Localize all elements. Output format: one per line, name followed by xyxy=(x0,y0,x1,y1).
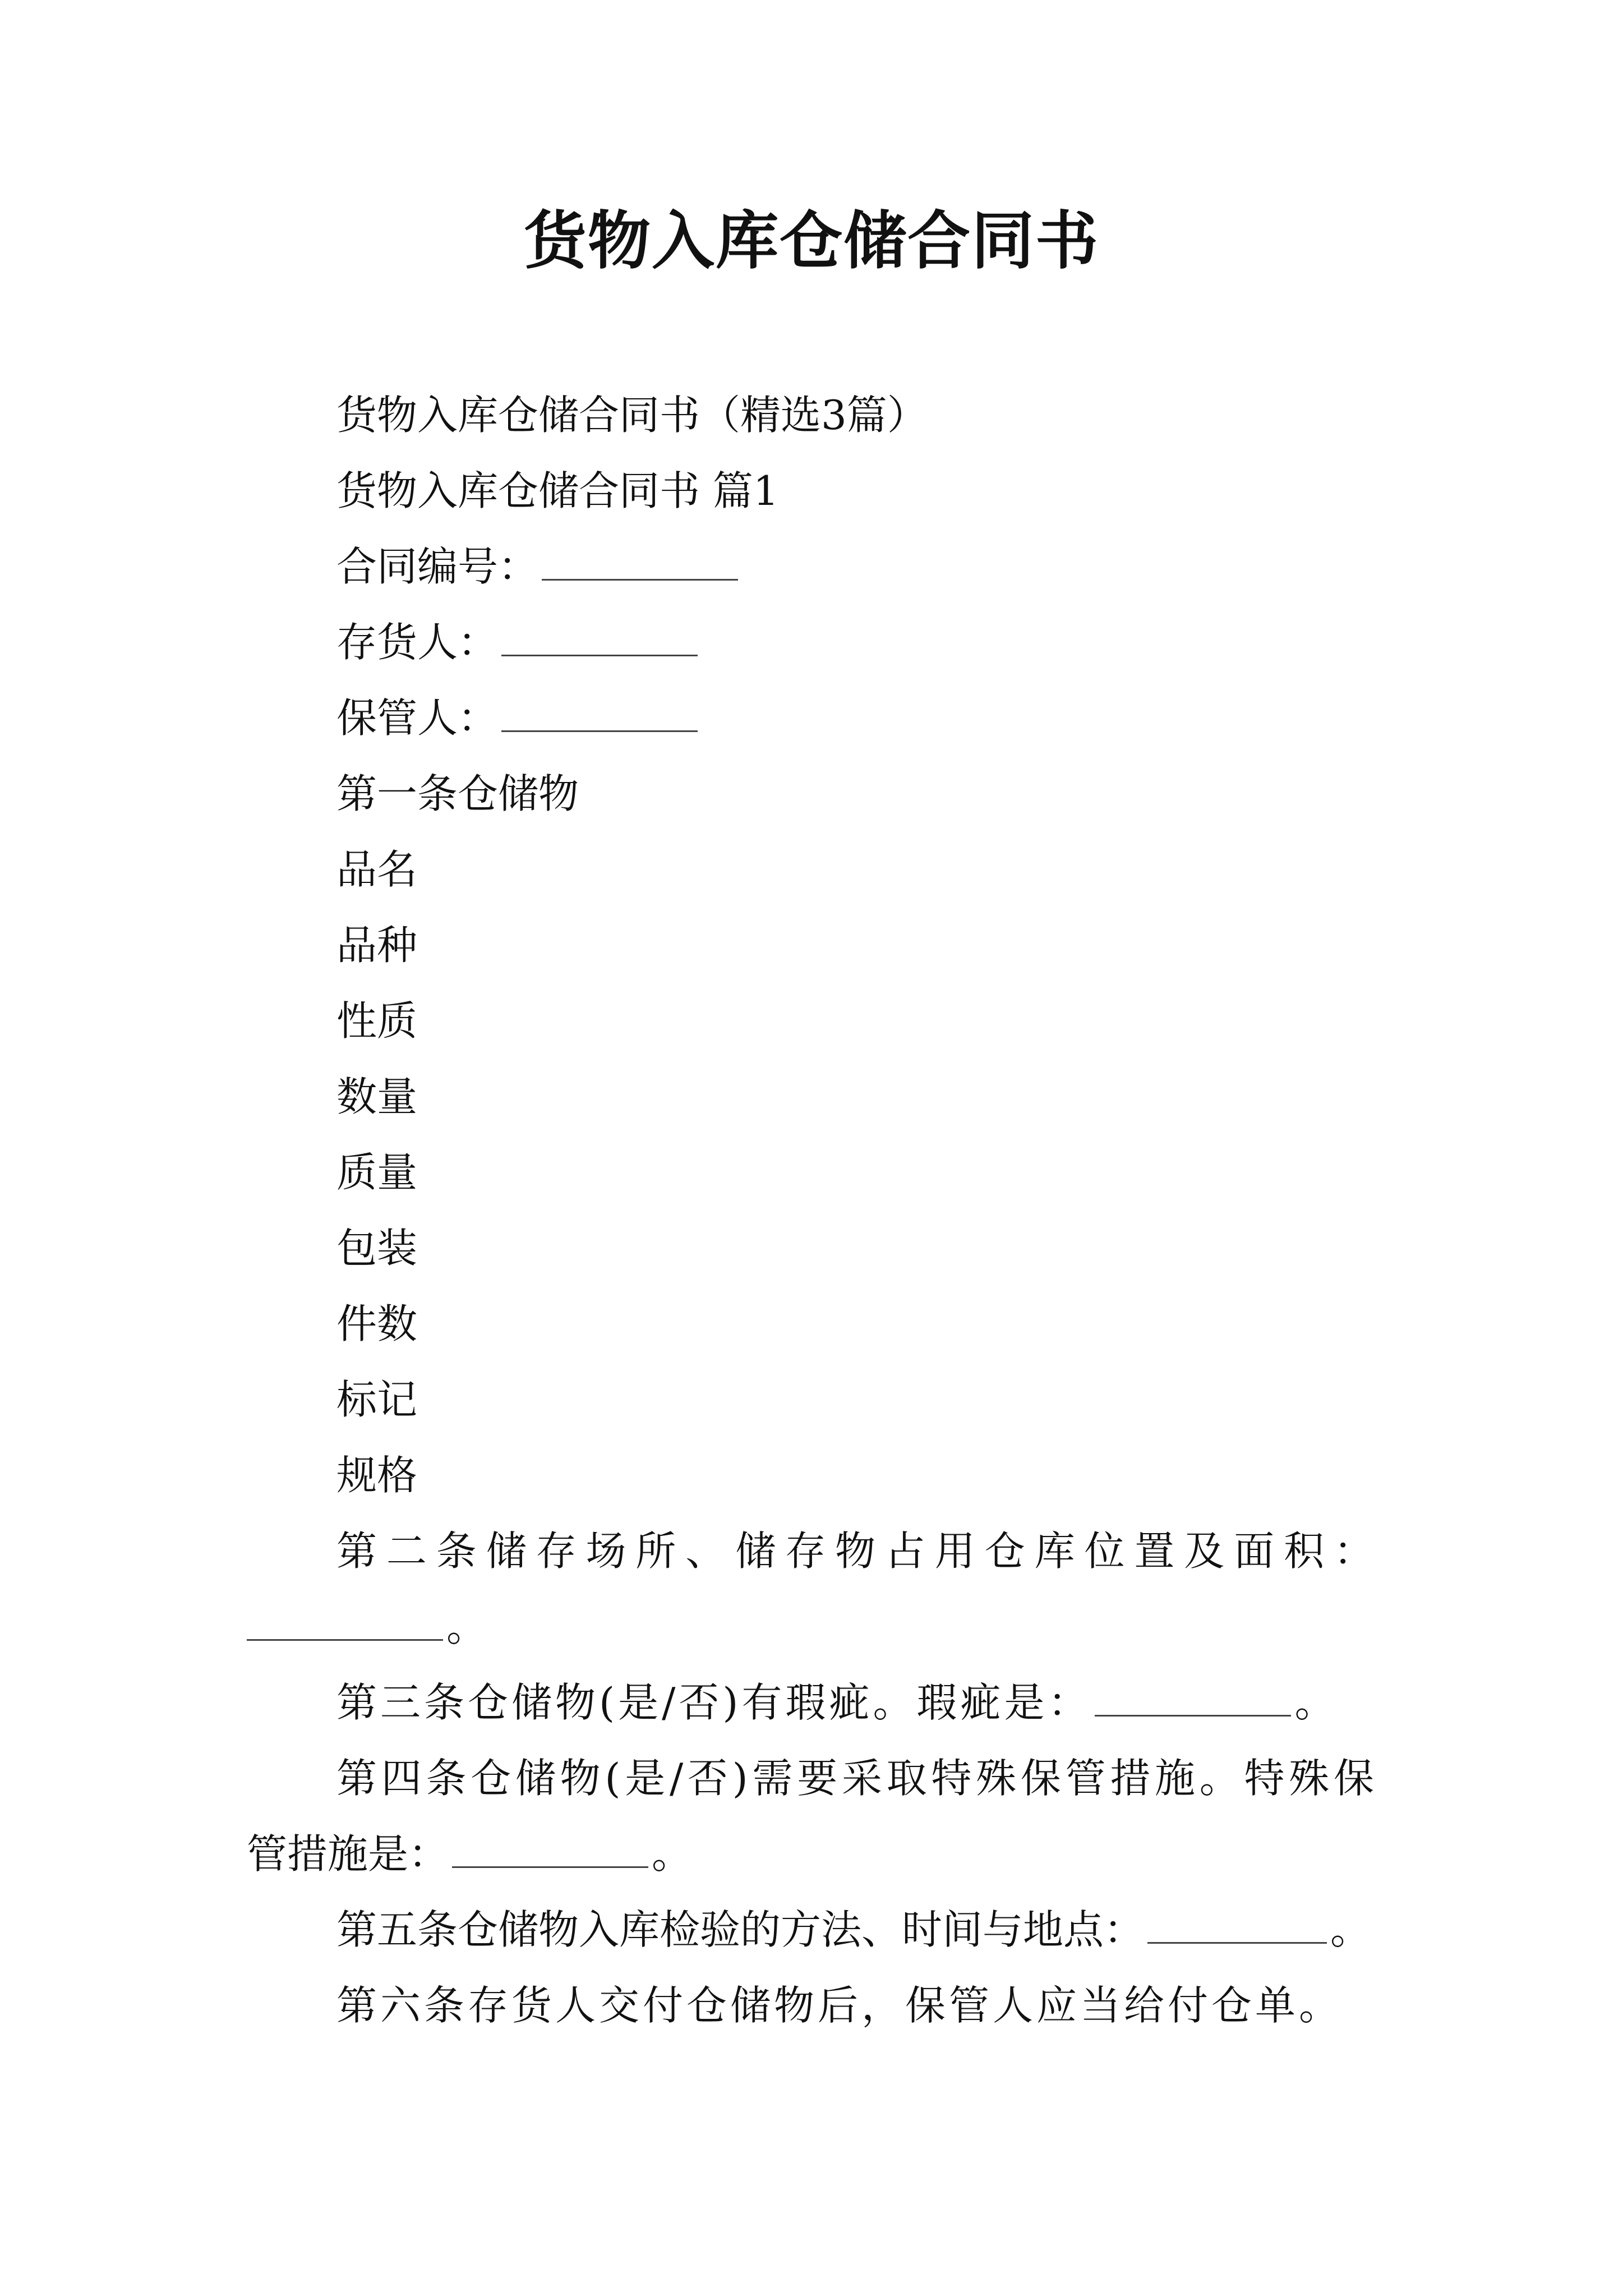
article-6-text: 第六条存货人交付仓储物后，保管人应当给付仓单。 xyxy=(336,1982,1343,2029)
depositor-blank xyxy=(501,618,698,656)
article-3 xyxy=(336,1674,1338,1731)
article-1-item: 标记 xyxy=(336,1376,418,1423)
article-1-item: 数量 xyxy=(336,1073,418,1120)
contract-number-field xyxy=(336,539,741,595)
depositor-label: 存货人： xyxy=(336,619,499,666)
article-1-item: 包装 xyxy=(336,1225,418,1272)
article-1-heading: 第一条仓储物 xyxy=(336,770,579,817)
article-3-blank xyxy=(1095,1678,1291,1717)
contract-number-label: 合同编号： xyxy=(336,543,539,590)
article-1-item: 性质 xyxy=(336,997,418,1045)
custodian-blank xyxy=(501,693,698,732)
article-4-blank xyxy=(452,1829,648,1868)
article-4-end: 。 xyxy=(652,1830,693,1878)
article-1-item: 品种 xyxy=(336,922,418,969)
article-3-text: 第三条仓储物(是/否)有瑕疵。瑕疵是： xyxy=(336,1679,1092,1726)
depositor-field xyxy=(336,614,701,670)
document-title: 货物入库仓储合同书 xyxy=(524,204,1099,278)
article-3-end: 。 xyxy=(1294,1679,1339,1726)
article-1-item: 质量 xyxy=(336,1149,418,1196)
section-heading: 货物入库仓储合同书 篇1 xyxy=(336,467,779,514)
article-4-line-1: 第四条仓储物(是/否)需要采取特殊保管措施。特殊保 xyxy=(336,1755,1374,1802)
article-5-text: 第五条仓储物入库检验的方法、时间与地点： xyxy=(336,1906,1145,1953)
article-5-blank xyxy=(1147,1905,1327,1944)
article-2-text: 第二条储存场所、储存物占用仓库位置及面积： xyxy=(336,1527,1374,1575)
article-2-blank xyxy=(247,1602,443,1641)
article-1-item: 件数 xyxy=(336,1300,418,1347)
article-1-item: 规格 xyxy=(336,1452,418,1499)
article-2-end: 。 xyxy=(446,1603,487,1650)
article-4-continuation xyxy=(247,1826,692,1882)
contract-number-blank xyxy=(542,542,738,581)
custodian-label: 保管人： xyxy=(336,694,499,742)
article-2-continuation xyxy=(247,1599,487,1655)
article-5-end: 。 xyxy=(1330,1906,1371,1953)
article-1-item: 品名 xyxy=(336,846,418,893)
article-5 xyxy=(336,1902,1371,1958)
article-4-line-2: 管措施是： xyxy=(247,1830,449,1878)
custodian-field xyxy=(336,690,701,746)
subtitle: 货物入库仓储合同书（精选3篇） xyxy=(336,392,928,439)
